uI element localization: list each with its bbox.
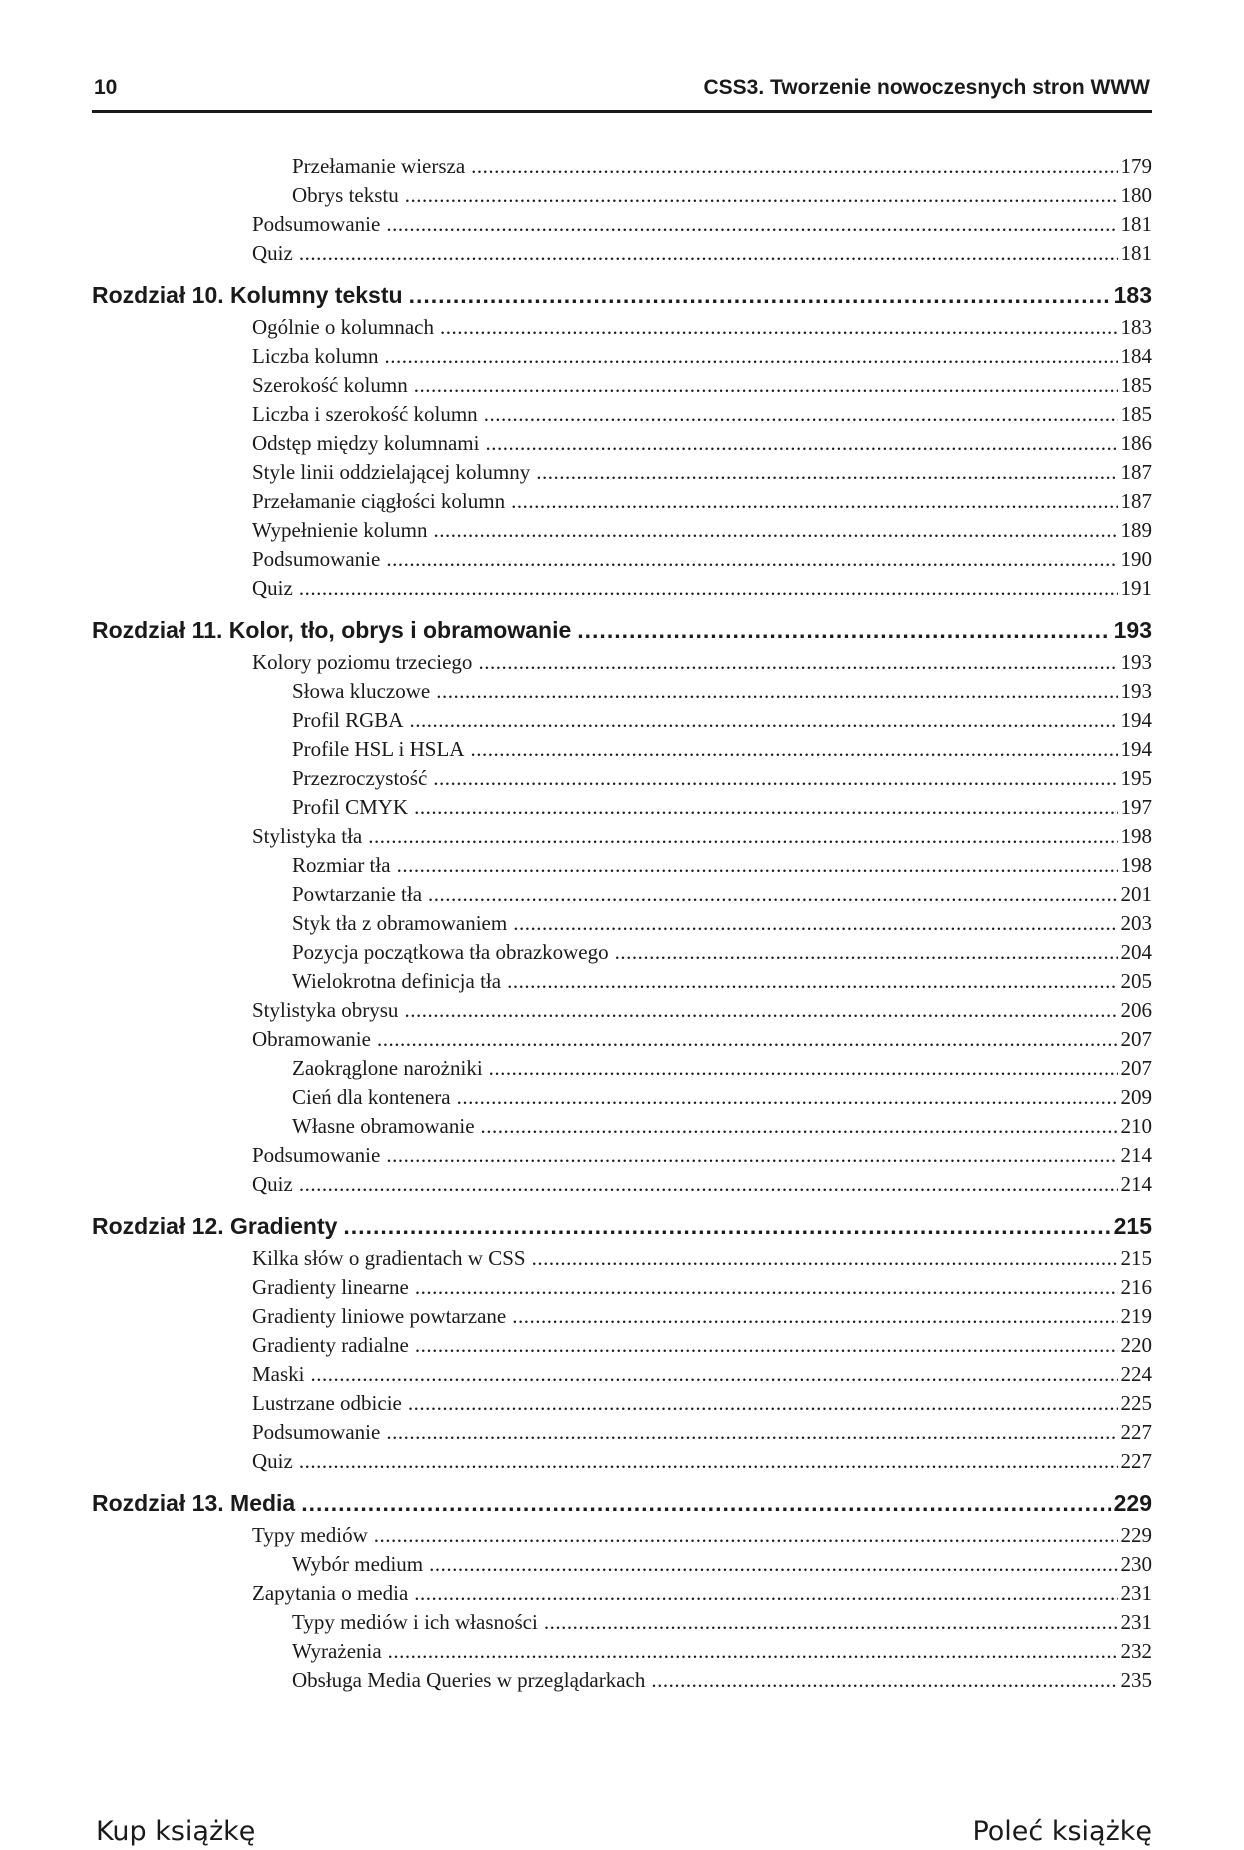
toc-entry	[92, 1449, 1152, 1478]
page-number: 10	[94, 76, 118, 99]
toc-entry	[92, 1056, 1152, 1085]
toc-entry-page: 229	[1113, 1490, 1152, 1516]
toc-entry	[92, 998, 1152, 1027]
recommend-book-link[interactable]: Poleć książkę	[972, 1816, 1152, 1847]
toc-entry-page: 205	[1120, 969, 1152, 993]
toc-entry	[92, 1246, 1152, 1275]
toc-entry	[92, 708, 1152, 737]
dot-leader	[436, 679, 1117, 704]
toc-entry-page: 191	[1120, 576, 1152, 600]
toc-entry-page: 216	[1120, 1275, 1152, 1299]
dot-leader	[484, 402, 1118, 427]
dot-leader	[299, 241, 1118, 266]
dot-leader	[428, 882, 1117, 907]
dot-leader	[386, 547, 1117, 572]
toc-entry-page: 184	[1120, 344, 1152, 368]
toc-entry-title: Gradienty liniowe powtarzane	[252, 1304, 507, 1328]
toc-entry-title: Liczba i szerokość kolumn	[252, 402, 478, 426]
toc-entry-page: 230	[1120, 1552, 1152, 1576]
toc-entry	[92, 882, 1152, 911]
toc-entry-title: Quiz	[252, 1449, 293, 1473]
toc-entry-page: 231	[1120, 1581, 1152, 1605]
dot-leader	[651, 1668, 1117, 1693]
toc-entry-title: Ogólnie o kolumnach	[252, 315, 434, 339]
toc-entry-title: Styk tła z obramowaniem	[292, 911, 508, 935]
dot-leader	[512, 1304, 1117, 1329]
dot-leader	[404, 998, 1117, 1023]
toc-entry-title: Typy mediów	[252, 1523, 368, 1547]
toc-entry	[92, 241, 1152, 270]
toc-entry	[92, 1552, 1152, 1581]
toc-entry-title: Profil RGBA	[292, 708, 404, 732]
toc-entry	[92, 940, 1152, 969]
dot-leader	[415, 1333, 1118, 1358]
toc-entry	[92, 344, 1152, 373]
toc-entry-title: Zapytania o media	[252, 1581, 409, 1605]
toc-entry-page: 214	[1120, 1143, 1152, 1167]
toc-entry-title: Stylistyka tła	[252, 824, 363, 848]
dot-leader	[577, 617, 1110, 644]
toc-entry-title: Obrys tekstu	[292, 183, 399, 207]
toc-entry-page: 181	[1120, 212, 1152, 236]
toc-entry	[92, 154, 1152, 183]
toc-entry-page: 187	[1120, 489, 1152, 513]
toc-entry	[92, 824, 1152, 853]
dot-leader	[615, 940, 1118, 965]
toc-entry-page: 220	[1120, 1333, 1152, 1357]
dot-leader	[532, 1246, 1118, 1271]
toc-entry-page: 187	[1120, 460, 1152, 484]
toc-entry-page: 207	[1120, 1027, 1152, 1051]
dot-leader	[471, 154, 1117, 179]
dot-leader	[440, 315, 1118, 340]
toc-entry-title: Odstęp między kolumnami	[252, 431, 480, 455]
toc-entry	[92, 212, 1152, 241]
toc-chapter-entry	[92, 282, 1152, 315]
toc-entry-page: 215	[1113, 1213, 1152, 1239]
toc-entry	[92, 969, 1152, 998]
toc-entry-page: 203	[1120, 911, 1152, 935]
toc-entry-page: 215	[1120, 1246, 1152, 1270]
toc-entry-page: 227	[1120, 1449, 1152, 1473]
toc-entry-page: 224	[1120, 1362, 1152, 1386]
toc-entry-title: Rozdział 13. Media	[92, 1490, 296, 1516]
toc-entry-page: 229	[1120, 1523, 1152, 1547]
toc-entry-title: Pozycja początkowa tła obrazkowego	[292, 940, 609, 964]
toc-entry-title: Lustrzane odbicie	[252, 1391, 402, 1415]
toc-entry-page: 201	[1120, 882, 1152, 906]
toc-entry-page: 190	[1120, 547, 1152, 571]
toc-entry-page: 232	[1120, 1639, 1152, 1663]
toc-entry-title: Obramowanie	[252, 1027, 371, 1051]
dot-leader	[301, 1490, 1110, 1517]
dot-leader	[299, 1449, 1118, 1474]
toc-entry-page: 225	[1120, 1391, 1152, 1415]
toc-entry-title: Podsumowanie	[252, 212, 381, 236]
toc-entry	[92, 911, 1152, 940]
toc-entry	[92, 1391, 1152, 1420]
toc-entry-page: 179	[1120, 154, 1152, 178]
toc-entry	[92, 183, 1152, 212]
toc-entry-title: Profil CMYK	[292, 795, 409, 819]
toc-entry-page: 193	[1120, 679, 1152, 703]
toc-entry-title: Rozmiar tła	[292, 853, 391, 877]
toc-entry-page: 183	[1113, 282, 1152, 308]
toc-entry-title: Podsumowanie	[252, 1420, 381, 1444]
dot-leader	[513, 911, 1117, 936]
toc-entry-title: Wybór medium	[292, 1552, 424, 1576]
dot-leader	[433, 766, 1117, 791]
toc-entry-title: Podsumowanie	[252, 1143, 381, 1167]
toc-entry-title: Gradienty radialne	[252, 1333, 409, 1357]
dot-leader	[408, 1391, 1118, 1416]
toc-entry	[92, 1639, 1152, 1668]
dot-leader	[299, 1172, 1118, 1197]
dot-leader	[386, 1143, 1117, 1168]
toc-entry	[92, 1027, 1152, 1056]
dot-leader	[414, 1581, 1117, 1606]
dot-leader	[299, 576, 1118, 601]
toc-entry-page: 194	[1120, 737, 1152, 761]
dot-leader	[511, 489, 1117, 514]
toc-entry-page: 195	[1120, 766, 1152, 790]
toc-entry	[92, 373, 1152, 402]
toc-entry	[92, 650, 1152, 679]
dot-leader	[386, 1420, 1117, 1445]
dot-leader	[414, 373, 1118, 398]
toc-entry	[92, 1523, 1152, 1552]
dot-leader	[405, 183, 1118, 208]
dot-leader	[343, 1213, 1110, 1240]
toc-entry-page: 214	[1120, 1172, 1152, 1196]
toc-entry-title: Przełamanie ciągłości kolumn	[252, 489, 506, 513]
buy-book-link[interactable]: Kup książkę	[96, 1816, 256, 1847]
dot-leader	[311, 1362, 1118, 1387]
toc-entry	[92, 1668, 1152, 1697]
dot-leader	[414, 795, 1117, 820]
toc-entry-title: Style linii oddzielającej kolumny	[252, 460, 531, 484]
toc-entry-page: 185	[1120, 373, 1152, 397]
dot-leader	[485, 431, 1117, 456]
toc-entry	[92, 1420, 1152, 1449]
toc-entry-page: 185	[1120, 402, 1152, 426]
toc-entry-page: 181	[1120, 241, 1152, 265]
toc-entry-page: 193	[1113, 617, 1152, 643]
toc-entry	[92, 518, 1152, 547]
toc-entry-title: Rozdział 11. Kolor, tło, obrys i obramowanie	[92, 617, 572, 643]
toc-entry-page: 235	[1120, 1668, 1152, 1692]
toc-entry	[92, 1304, 1152, 1333]
toc-entry-page: 206	[1120, 998, 1152, 1022]
toc-entry	[92, 431, 1152, 460]
toc-entry	[92, 1143, 1152, 1172]
toc-entry-title: Szerokość kolumn	[252, 373, 408, 397]
toc-entry-title: Obsługa Media Queries w przeglądarkach	[292, 1668, 646, 1692]
toc-entry-page: 194	[1120, 708, 1152, 732]
toc-entry	[92, 679, 1152, 708]
page-header	[92, 72, 1152, 113]
toc-entry-title: Wypełnienie kolumn	[252, 518, 428, 542]
toc-entry-title: Profile HSL i HSLA	[292, 737, 465, 761]
toc-entry-title: Podsumowanie	[252, 547, 381, 571]
dot-leader	[507, 969, 1117, 994]
toc-entry-page: 204	[1120, 940, 1152, 964]
dot-leader	[397, 853, 1118, 878]
toc-entry-title: Stylistyka obrysu	[252, 998, 399, 1022]
toc-chapter-entry	[92, 617, 1152, 650]
table-of-contents	[92, 154, 1152, 1697]
dot-leader	[433, 518, 1117, 543]
toc-entry-title: Przełamanie wiersza	[292, 154, 466, 178]
toc-entry-title: Wyrażenia	[292, 1639, 382, 1663]
toc-entry-title: Kilka słów o gradientach w CSS	[252, 1246, 526, 1270]
toc-entry-title: Kolory poziomu trzeciego	[252, 650, 473, 674]
toc-entry	[92, 402, 1152, 431]
dot-leader	[457, 1085, 1118, 1110]
toc-entry-page: 227	[1120, 1420, 1152, 1444]
dot-leader	[478, 650, 1117, 675]
toc-entry	[92, 766, 1152, 795]
dot-leader	[374, 1523, 1118, 1548]
toc-entry-page: 198	[1120, 824, 1152, 848]
toc-entry-title: Powtarzanie tła	[292, 882, 423, 906]
toc-entry	[92, 1114, 1152, 1143]
toc-entry-title: Zaokrąglone narożniki	[292, 1056, 483, 1080]
toc-entry	[92, 1333, 1152, 1362]
toc-entry	[92, 1275, 1152, 1304]
toc-entry-page: 219	[1120, 1304, 1152, 1328]
dot-leader	[388, 1639, 1118, 1664]
toc-entry-page: 197	[1120, 795, 1152, 819]
toc-entry-page: 186	[1120, 431, 1152, 455]
toc-entry-page: 198	[1120, 853, 1152, 877]
toc-entry	[92, 853, 1152, 882]
toc-entry-page: 207	[1120, 1056, 1152, 1080]
dot-leader	[368, 824, 1117, 849]
dot-leader	[409, 282, 1111, 309]
toc-entry	[92, 315, 1152, 344]
toc-entry	[92, 1085, 1152, 1114]
dot-leader	[536, 460, 1117, 485]
toc-entry-title: Maski	[252, 1362, 305, 1386]
toc-entry-title: Liczba kolumn	[252, 344, 379, 368]
toc-entry-title: Własne obramowanie	[292, 1114, 475, 1138]
toc-entry-title: Przezroczystość	[292, 766, 428, 790]
toc-entry-title: Słowa kluczowe	[292, 679, 431, 703]
dot-leader	[409, 708, 1117, 733]
dot-leader	[385, 344, 1118, 369]
toc-entry	[92, 460, 1152, 489]
toc-entry-title: Typy mediów i ich własności	[292, 1610, 538, 1634]
toc-entry-page: 180	[1120, 183, 1152, 207]
dot-leader	[386, 212, 1117, 237]
dot-leader	[470, 737, 1117, 762]
dot-leader	[429, 1552, 1117, 1577]
toc-entry	[92, 1610, 1152, 1639]
toc-entry-title: Gradienty linearne	[252, 1275, 409, 1299]
toc-entry	[92, 489, 1152, 518]
dot-leader	[377, 1027, 1118, 1052]
toc-entry	[92, 737, 1152, 766]
toc-entry-page: 189	[1120, 518, 1152, 542]
dot-leader	[544, 1610, 1118, 1635]
running-title: CSS3. Tworzenie nowoczesnych stron WWW	[703, 76, 1150, 99]
toc-entry	[92, 1581, 1152, 1610]
toc-entry-title: Quiz	[252, 576, 293, 600]
dot-leader	[481, 1114, 1118, 1139]
dot-leader	[489, 1056, 1118, 1081]
toc-entry	[92, 795, 1152, 824]
toc-entry	[92, 1172, 1152, 1201]
toc-entry-title: Rozdział 12. Gradienty	[92, 1213, 338, 1239]
dot-leader	[415, 1275, 1118, 1300]
toc-entry-page: 183	[1120, 315, 1152, 339]
toc-entry-title: Rozdział 10. Kolumny tekstu	[92, 282, 403, 308]
toc-chapter-entry	[92, 1490, 1152, 1523]
toc-entry	[92, 547, 1152, 576]
toc-entry	[92, 1362, 1152, 1391]
toc-entry-page: 231	[1120, 1610, 1152, 1634]
toc-entry-title: Wielokrotna definicja tła	[292, 969, 502, 993]
toc-entry	[92, 576, 1152, 605]
toc-entry-page: 193	[1120, 650, 1152, 674]
toc-entry-page: 210	[1120, 1114, 1152, 1138]
toc-entry-title: Quiz	[252, 241, 293, 265]
toc-chapter-entry	[92, 1213, 1152, 1246]
toc-entry-page: 209	[1120, 1085, 1152, 1109]
toc-entry-title: Cień dla kontenera	[292, 1085, 451, 1109]
toc-entry-title: Quiz	[252, 1172, 293, 1196]
